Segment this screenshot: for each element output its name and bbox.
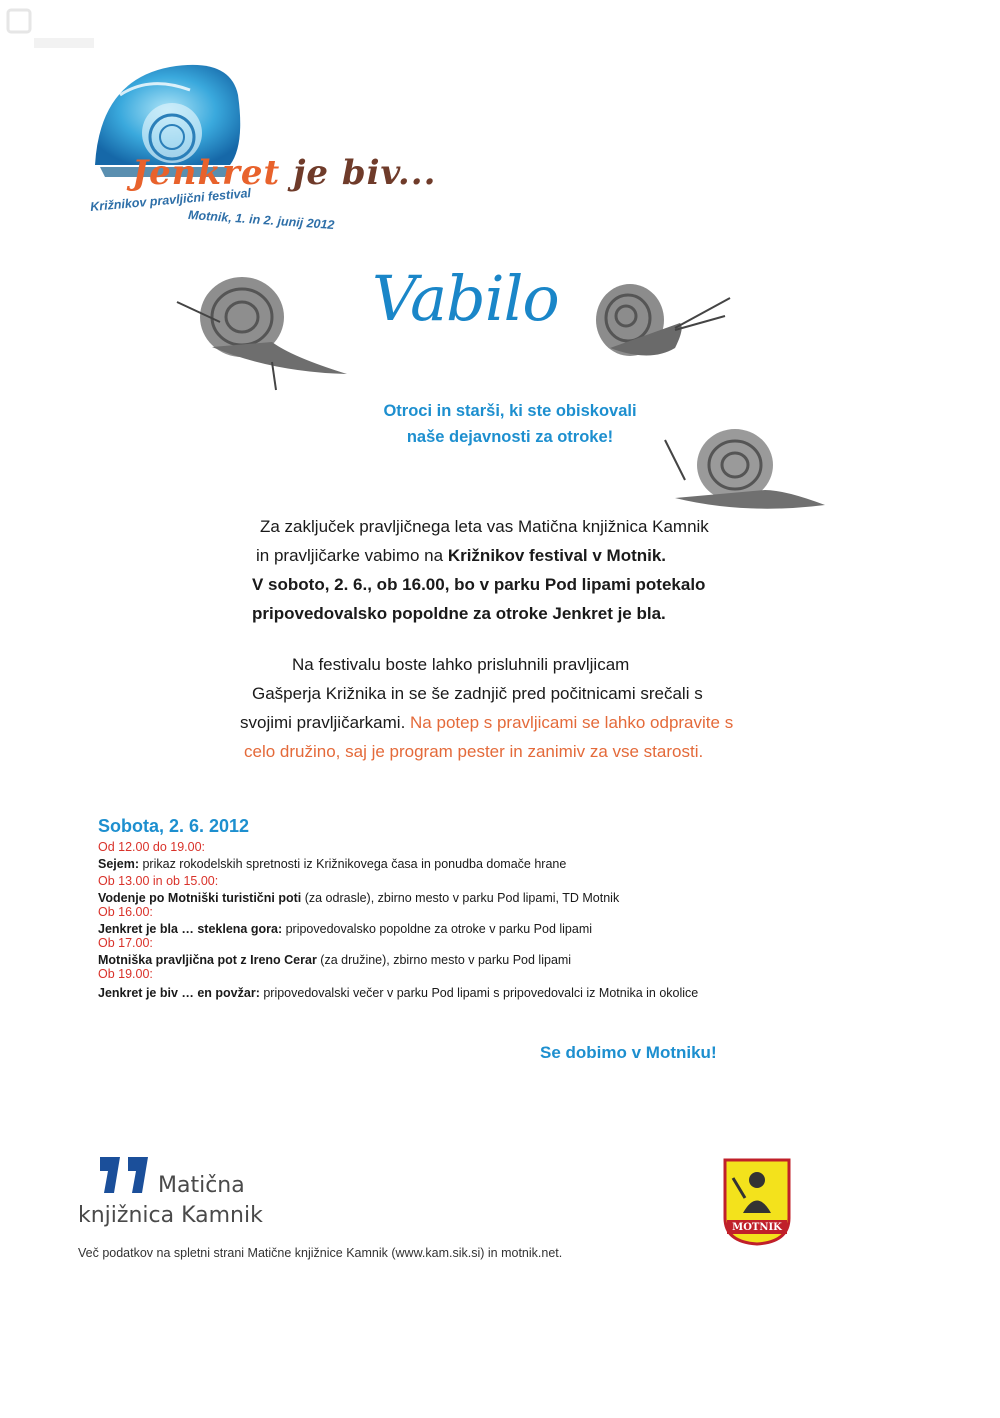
program-event: Jenkret je bla … steklena gora: pripovedovalsko popoldne za otroke v parku Pod lipami	[98, 922, 593, 936]
festival-text-line: Na festivalu boste lahko prisluhnili pravljicam	[292, 655, 630, 674]
festival-logo	[80, 55, 437, 245]
program-time: Ob 17.00:	[98, 936, 153, 950]
library-name-line: knjižnica Kamnik	[78, 1203, 263, 1228]
festival-text-line: Gašperja Križnika in se še zadnjič pred počitnicami srečali s	[252, 684, 703, 703]
program-event: Jenkret je biv … en povžar: pripovedovalski večer v parku Pod lipami s pripovedovalci iz Motnika in okolice	[98, 986, 699, 1000]
motnik-label: MOTNIK	[732, 1222, 782, 1233]
program-time: Ob 19.00:	[98, 967, 153, 981]
festival-title: Jenkret je biv...	[132, 153, 437, 193]
festival-text-line: celo družino, saj je program pester in zanimiv za vse starosti.	[244, 742, 704, 761]
festival-text-line: svojimi pravljičarkami. Na potep s pravljicami se lahko odpravite s	[240, 713, 734, 732]
footer-note: Več podatkov na spletni strani Matične knjižnice Kamnik (www.kam.sik.si) in motnik.net.	[78, 1246, 563, 1260]
motnik-logo	[723, 1158, 791, 1246]
program-time: Ob 16.00:	[98, 905, 153, 919]
festival-date: Motnik, 1. in 2. junij 2012	[187, 207, 335, 233]
intro-line: in pravljičarke vabimo na Križnikov festival v Motnik.	[256, 546, 667, 565]
program-event: Vodenje po Motniški turistični poti (za odrasle), zbirno mesto v parku Pod lipami, TD Motnik	[98, 891, 620, 905]
greeting	[300, 398, 720, 450]
intro-line: Za zaključek pravljičnega leta vas Matična knjižnica Kamnik	[260, 517, 709, 536]
program-title: Sobota, 2. 6. 2012	[98, 816, 250, 836]
program-time: Ob 13.00 in ob 15.00:	[98, 874, 219, 888]
scanner-watermark	[0, 0, 120, 50]
page-title: Vabilo	[372, 262, 559, 335]
program-time: Od 12.00 do 19.00:	[98, 840, 206, 854]
festival-subtitle: Križnikov pravljični festival	[89, 186, 252, 214]
closing-text: Se dobimo v Motniku!	[540, 1043, 717, 1062]
program-event: Motniška pravljična pot z Ireno Cerar (za družine), zbirno mesto v parku Pod lipami	[98, 953, 572, 967]
library-name-line: Matična	[158, 1173, 245, 1198]
snail-image	[172, 262, 352, 397]
library-logo	[78, 1155, 338, 1235]
program-event: Sejem: prikaz rokodelskih spretnosti iz Križnikovega časa in ponudba domače hrane	[98, 857, 567, 871]
intro-line: pripovedovalsko popoldne za otroke Jenkret je bla.	[252, 604, 666, 623]
greeting-line: Otroci in starši, ki ste obiskovali	[383, 402, 637, 420]
snail-image	[580, 268, 740, 373]
greeting-line: naše dejavnosti za otroke!	[406, 428, 614, 446]
intro-line: V soboto, 2. 6., ob 16.00, bo v parku Pod lipami potekalo	[252, 575, 706, 594]
